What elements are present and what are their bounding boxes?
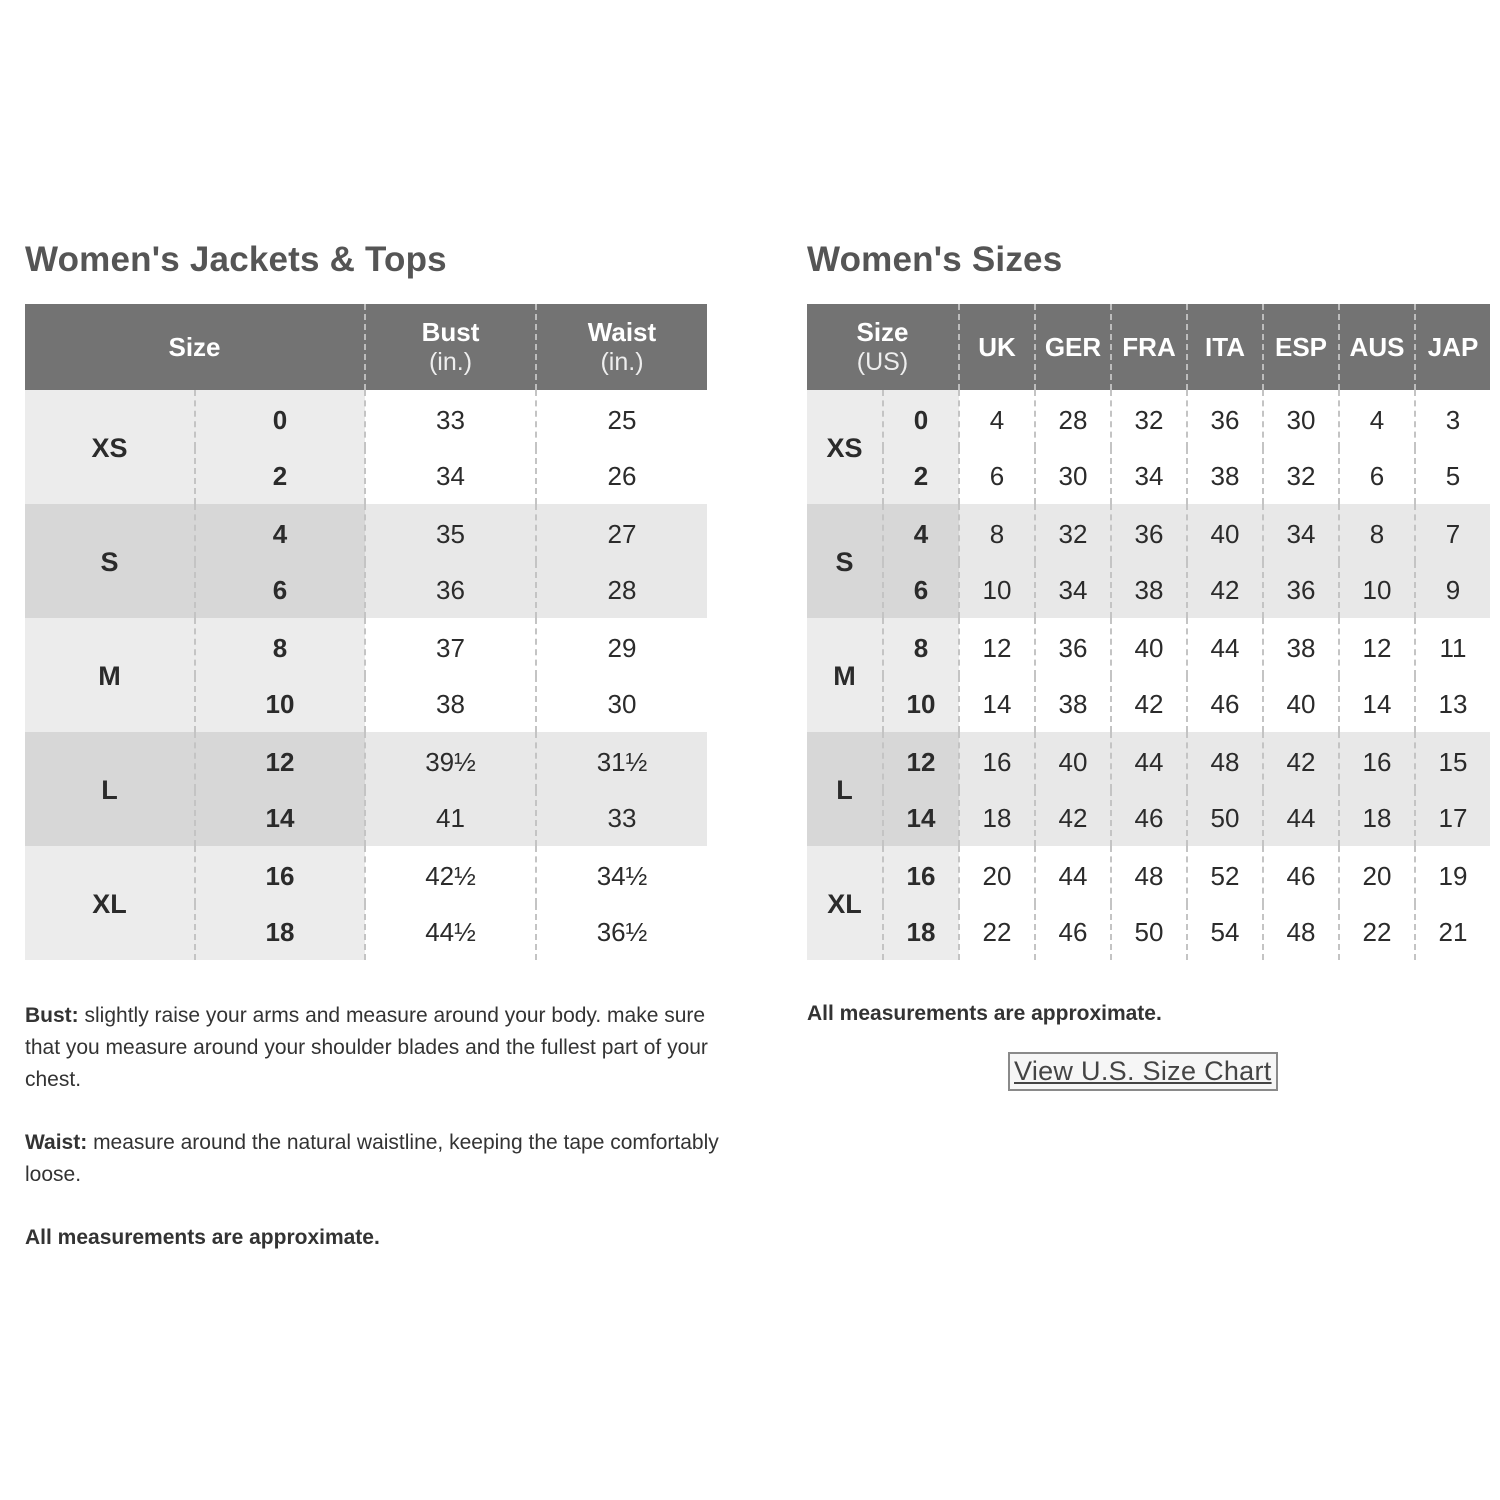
- size-number-cell: 10: [195, 676, 365, 732]
- header-bust-unit: (in.): [428, 348, 473, 376]
- jackets-tops-section: [25, 232, 719, 1285]
- us-size-cell: 14: [883, 790, 959, 846]
- ger-size-cell: 34: [1035, 562, 1111, 618]
- header-ger: GER: [1035, 304, 1111, 390]
- jap-size-cell: 15: [1415, 732, 1490, 790]
- aus-size-cell: 22: [1339, 904, 1415, 960]
- table-row: [807, 790, 1490, 846]
- header-size-label: Size: [856, 317, 909, 347]
- size-letter-cell: L: [807, 732, 883, 846]
- us-size-cell: 2: [883, 448, 959, 504]
- uk-size-cell: 16: [959, 732, 1035, 790]
- header-size-us: [807, 304, 959, 390]
- esp-size-cell: 34: [1263, 504, 1339, 562]
- table-row: [807, 846, 1490, 904]
- uk-size-cell: 8: [959, 504, 1035, 562]
- esp-size-cell: 46: [1263, 846, 1339, 904]
- bust-note-text: slightly raise your arms and measure around your body. make sure that you measure around your shoulder blades and the fullest part of your chest.: [25, 1004, 708, 1091]
- table-row: [807, 618, 1490, 676]
- us-size-cell: 16: [883, 846, 959, 904]
- jap-size-cell: 13: [1415, 676, 1490, 732]
- size-letter-cell: XL: [25, 846, 195, 960]
- womens-sizes-title: Women's Sizes: [807, 240, 1063, 279]
- size-letter-cell: XS: [807, 390, 883, 504]
- esp-size-cell: 38: [1263, 618, 1339, 676]
- ita-size-cell: 50: [1187, 790, 1263, 846]
- header-ita: ITA: [1187, 304, 1263, 390]
- ita-size-cell: 54: [1187, 904, 1263, 960]
- waist-cell: 25: [536, 390, 707, 448]
- measurement-notes: [25, 1000, 725, 1254]
- size-number-cell: 14: [195, 790, 365, 846]
- header-waist-label: Waist: [587, 317, 657, 347]
- uk-size-cell: 10: [959, 562, 1035, 618]
- header-aus: AUS: [1339, 304, 1415, 390]
- ita-size-cell: 42: [1187, 562, 1263, 618]
- esp-size-cell: 44: [1263, 790, 1339, 846]
- table-row: [807, 562, 1490, 618]
- waist-cell: 36½: [536, 904, 707, 960]
- fra-size-cell: 36: [1111, 504, 1187, 562]
- uk-size-cell: 6: [959, 448, 1035, 504]
- esp-size-cell: 40: [1263, 676, 1339, 732]
- aus-size-cell: 6: [1339, 448, 1415, 504]
- bust-cell: 36: [365, 562, 536, 618]
- waist-note-label: Waist:: [25, 1131, 88, 1154]
- bust-cell: 35: [365, 504, 536, 562]
- uk-size-cell: 14: [959, 676, 1035, 732]
- jap-size-cell: 11: [1415, 618, 1490, 676]
- ita-size-cell: 38: [1187, 448, 1263, 504]
- waist-cell: 28: [536, 562, 707, 618]
- bust-note: [25, 1000, 725, 1096]
- fra-size-cell: 34: [1111, 448, 1187, 504]
- bust-cell: 44½: [365, 904, 536, 960]
- aus-size-cell: 12: [1339, 618, 1415, 676]
- size-letter-cell: M: [25, 618, 195, 732]
- size-letter-cell: XL: [807, 846, 883, 960]
- view-us-size-chart-link[interactable]: View U.S. Size Chart: [1008, 1052, 1278, 1091]
- fra-size-cell: 50: [1111, 904, 1187, 960]
- international-size-table: [807, 304, 1490, 960]
- fra-size-cell: 46: [1111, 790, 1187, 846]
- ger-size-cell: 40: [1035, 732, 1111, 790]
- bust-cell: 42½: [365, 846, 536, 904]
- ita-size-cell: 48: [1187, 732, 1263, 790]
- waist-cell: 33: [536, 790, 707, 846]
- womens-sizes-section: [807, 232, 1492, 1091]
- uk-size-cell: 12: [959, 618, 1035, 676]
- ita-size-cell: 40: [1187, 504, 1263, 562]
- jap-size-cell: 17: [1415, 790, 1490, 846]
- header-size-unit: (US): [856, 348, 909, 376]
- size-number-cell: 0: [195, 390, 365, 448]
- jap-size-cell: 3: [1415, 390, 1490, 448]
- aus-size-cell: 4: [1339, 390, 1415, 448]
- table-header-row: [25, 304, 707, 390]
- waist-note-text: measure around the natural waistline, keeping the tape comfortably loose.: [25, 1131, 719, 1186]
- ger-size-cell: 36: [1035, 618, 1111, 676]
- ger-size-cell: 46: [1035, 904, 1111, 960]
- header-bust: [365, 304, 536, 390]
- aus-size-cell: 10: [1339, 562, 1415, 618]
- aus-size-cell: 8: [1339, 504, 1415, 562]
- table-row: [807, 504, 1490, 562]
- bust-cell: 38: [365, 676, 536, 732]
- table-row: [25, 846, 707, 904]
- table-row: [807, 676, 1490, 732]
- ita-size-cell: 36: [1187, 390, 1263, 448]
- header-waist-unit: (in.): [600, 348, 644, 376]
- waist-cell: 31½: [536, 732, 707, 790]
- table-row: [25, 390, 707, 448]
- esp-size-cell: 36: [1263, 562, 1339, 618]
- size-letter-cell: S: [25, 504, 195, 618]
- ita-size-cell: 46: [1187, 676, 1263, 732]
- header-size: Size: [25, 304, 365, 390]
- approx-note: [25, 1222, 725, 1254]
- jap-size-cell: 19: [1415, 846, 1490, 904]
- table-header-row: [807, 304, 1490, 390]
- bust-cell: 34: [365, 448, 536, 504]
- esp-size-cell: 30: [1263, 390, 1339, 448]
- ger-size-cell: 38: [1035, 676, 1111, 732]
- ger-size-cell: 44: [1035, 846, 1111, 904]
- jackets-size-table: [25, 304, 707, 960]
- header-esp: ESP: [1263, 304, 1339, 390]
- bust-note-label: Bust:: [25, 1004, 79, 1027]
- waist-cell: 29: [536, 618, 707, 676]
- size-number-cell: 8: [195, 618, 365, 676]
- esp-size-cell: 48: [1263, 904, 1339, 960]
- us-size-cell: 8: [883, 618, 959, 676]
- header-bust-label: Bust: [421, 317, 480, 347]
- fra-size-cell: 38: [1111, 562, 1187, 618]
- us-size-cell: 10: [883, 676, 959, 732]
- waist-cell: 34½: [536, 846, 707, 904]
- jap-size-cell: 7: [1415, 504, 1490, 562]
- uk-size-cell: 4: [959, 390, 1035, 448]
- size-number-cell: 6: [195, 562, 365, 618]
- waist-cell: 30: [536, 676, 707, 732]
- us-size-cell: 18: [883, 904, 959, 960]
- us-size-cell: 6: [883, 562, 959, 618]
- size-number-cell: 2: [195, 448, 365, 504]
- uk-size-cell: 20: [959, 846, 1035, 904]
- bust-cell: 39½: [365, 732, 536, 790]
- esp-size-cell: 32: [1263, 448, 1339, 504]
- bust-cell: 41: [365, 790, 536, 846]
- fra-size-cell: 48: [1111, 846, 1187, 904]
- waist-note: [25, 1127, 725, 1191]
- fra-size-cell: 42: [1111, 676, 1187, 732]
- approx-note-text: All measurements are approximate.: [25, 1226, 380, 1249]
- header-waist: [536, 304, 707, 390]
- us-size-cell: 4: [883, 504, 959, 562]
- jap-size-cell: 5: [1415, 448, 1490, 504]
- bust-cell: 33: [365, 390, 536, 448]
- size-letter-cell: M: [807, 618, 883, 732]
- uk-size-cell: 18: [959, 790, 1035, 846]
- table-row: [807, 732, 1490, 790]
- aus-size-cell: 20: [1339, 846, 1415, 904]
- header-jap: JAP: [1415, 304, 1490, 390]
- waist-cell: 26: [536, 448, 707, 504]
- size-letter-cell: S: [807, 504, 883, 618]
- ger-size-cell: 30: [1035, 448, 1111, 504]
- us-size-cell: 12: [883, 732, 959, 790]
- fra-size-cell: 40: [1111, 618, 1187, 676]
- size-letter-cell: L: [25, 732, 195, 846]
- table-row: [25, 618, 707, 676]
- table-row: [25, 504, 707, 562]
- fra-size-cell: 32: [1111, 390, 1187, 448]
- header-fra: FRA: [1111, 304, 1187, 390]
- esp-size-cell: 42: [1263, 732, 1339, 790]
- aus-size-cell: 16: [1339, 732, 1415, 790]
- ger-size-cell: 42: [1035, 790, 1111, 846]
- size-number-cell: 12: [195, 732, 365, 790]
- approx-note-right: All measurements are approximate.: [807, 1002, 1162, 1025]
- us-size-cell: 0: [883, 390, 959, 448]
- header-uk: UK: [959, 304, 1035, 390]
- table-row: [25, 732, 707, 790]
- ger-size-cell: 28: [1035, 390, 1111, 448]
- ita-size-cell: 44: [1187, 618, 1263, 676]
- jackets-tops-title: Women's Jackets & Tops: [25, 240, 447, 279]
- size-number-cell: 4: [195, 504, 365, 562]
- waist-cell: 27: [536, 504, 707, 562]
- size-letter-cell: XS: [25, 390, 195, 504]
- ger-size-cell: 32: [1035, 504, 1111, 562]
- size-number-cell: 16: [195, 846, 365, 904]
- table-row: [807, 448, 1490, 504]
- bust-cell: 37: [365, 618, 536, 676]
- jap-size-cell: 9: [1415, 562, 1490, 618]
- uk-size-cell: 22: [959, 904, 1035, 960]
- table-row: [807, 390, 1490, 448]
- fra-size-cell: 44: [1111, 732, 1187, 790]
- table-row: [807, 904, 1490, 960]
- ita-size-cell: 52: [1187, 846, 1263, 904]
- jap-size-cell: 21: [1415, 904, 1490, 960]
- aus-size-cell: 18: [1339, 790, 1415, 846]
- size-number-cell: 18: [195, 904, 365, 960]
- aus-size-cell: 14: [1339, 676, 1415, 732]
